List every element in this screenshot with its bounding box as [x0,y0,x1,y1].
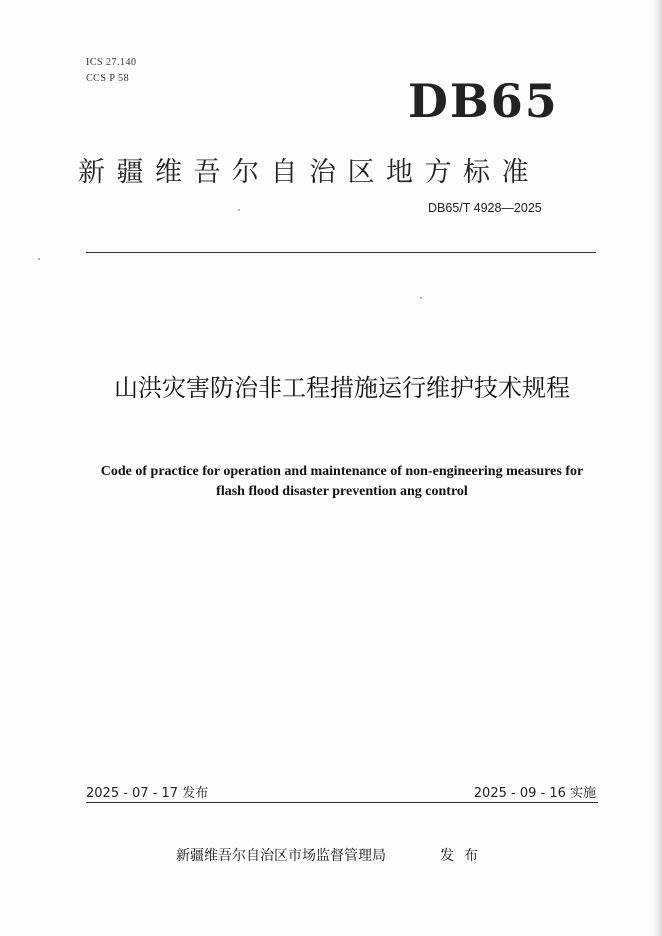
chinese-title: 山洪灾害防治非工程措施运行维护技术规程 [114,374,570,402]
publish-label: 发布 [440,848,488,864]
implement-date: 2025 - 09 - 16 实施 [473,786,596,801]
standard-code: DB65/T 4928—2025 [428,201,542,215]
ics-code: ICS 27.140 [86,57,137,68]
issue-date: 2025 - 07 - 17 发布 [86,786,209,801]
publisher-name: 新疆维吾尔自治区市场监督管理局 [176,848,386,864]
scan-speck [38,258,40,260]
header-divider [86,252,596,253]
standard-type-title: 新疆维吾尔自治区地方标准 [78,157,540,188]
db-logo: DB65 [408,74,559,128]
english-title: Code of practice for operation and maintenance of non-engineering measures for flash flood disaster prevention ang control [100,464,584,499]
scan-speck [238,209,240,211]
footer-divider [86,802,598,803]
ccs-code: CCS P 58 [86,73,130,84]
scan-edge-shadow [652,0,662,936]
scan-speck [420,297,422,299]
